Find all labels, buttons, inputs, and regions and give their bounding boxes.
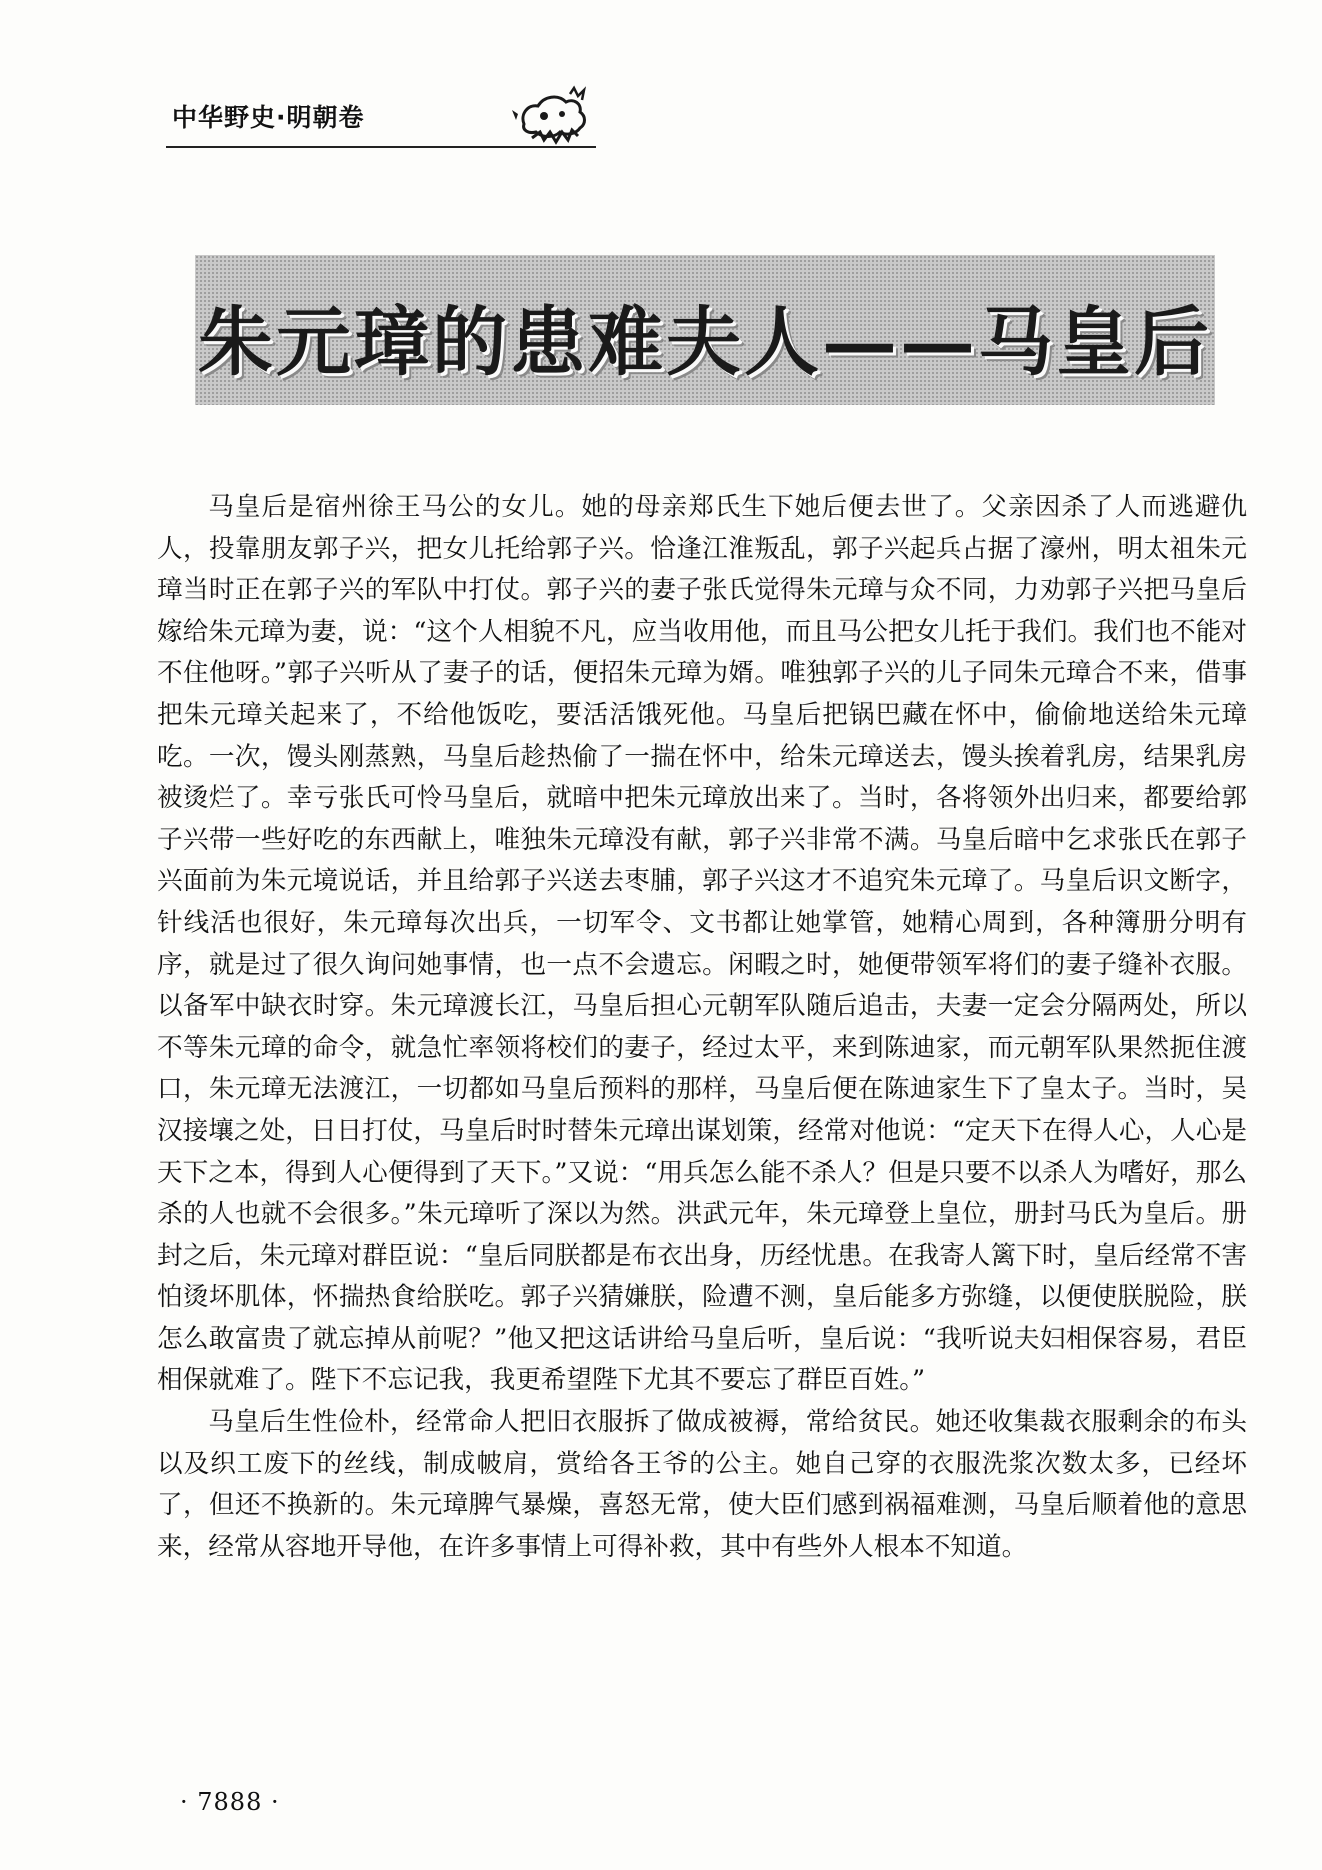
title-banner: [195, 255, 1215, 405]
article-body: [157, 487, 1247, 1568]
article-title: 朱元璋的患难夫人——马皇后: [197, 298, 1212, 386]
dragon-emblem-icon: [510, 84, 594, 148]
running-head: 中华野史·明朝卷: [172, 103, 365, 132]
page-number: · 7888 ·: [180, 1788, 280, 1816]
header-rule: [166, 146, 596, 148]
paragraph-1: 马皇后是宿州徐王马公的女儿。她的母亲郑氏生下她后便去世了。父亲因杀了人而逃避仇人，投靠朋友郭子兴，把女儿托给郭子兴。恰逢江淮叛乱，郭子兴起兵占据了濠州，明太祖朱元璋当时正在郭子兴的军队中打仗。郭子兴的妻子张氏觉得朱元璋与众不同，力劝郭子兴把马皇后嫁给朱元璋为妻，说：“这个人相貌不凡，应当收用他，而且马公把女儿托于我们。我们也不能对不住他呀。”郭子兴听从了妻子的话，便招朱元璋为婿。唯独郭子兴的儿子同朱元璋合不来，借事把朱元璋关起来了，不给他饭吃，要活活饿死他。马皇后把锅巴藏在怀中，偷偷地送给朱元璋吃。一次，馒头刚蒸熟，马皇后趁热偷了一揣在怀中，给朱元璋送去，馒头挨着乳房，结果乳房被烫烂了。幸亏张氏可怜马皇后，就暗中把朱元璋放出来了。当时，各将领外出归来，都要给郭子兴带一些好吃的东西献上，唯独朱元璋没有献，郭子兴非常不满。马皇后暗中乞求张氏在郭子兴面前为朱元境说话，并且给郭子兴送去枣脯，郭子兴这才不追究朱元璋了。马皇后识文断字，针线活也很好，朱元璋每次出兵，一切军令、文书都让她掌管，她精心周到，各种簿册分明有序，就是过了很久询问她事情，也一点不会遗忘。闲暇之时，她便带领军将们的妻子缝补衣服。以备军中缺衣时穿。朱元璋渡长江，马皇后担心元朝军队随后追击，夫妻一定会分隔两处，所以不等朱元璋的命令，就急忙率领将校们的妻子，经过太平，来到陈迪家，而元朝军队果然扼住渡口，朱元璋无法渡江，一切都如马皇后预料的那样，马皇后便在陈迪家生下了皇太子。当时，吴汉接壤之处，日日打仗，马皇后时时替朱元璋出谋划策，经常对他说：“定天下在得人心，人心是天下之本，得到人心便得到了天下。”又说：“用兵怎么能不杀人？但是只要不以杀人为嗜好，那么杀的人也就不会很多。”朱元璋听了深以为然。洪武元年，朱元璋登上皇位，册封马氏为皇后。册封之后，朱元璋对群臣说：“皇后同朕都是布衣出身，历经忧患。在我寄人篱下时，皇后经常不害怕烫坏肌体，怀揣热食给朕吃。郭子兴猜嫌朕，险遭不测，皇后能多方弥缝，以便使朕脱险，朕怎么敢富贵了就忘掉从前呢？”他又把这话讲给马皇后听，皇后说：“我听说夫妇相保容易，君臣相保就难了。陛下不忘记我，我更希望陛下尤其不要忘了群臣百姓。”: [157, 492, 1247, 1396]
paragraph-2: 马皇后生性俭朴，经常命人把旧衣服拆了做成被褥，常给贫民。她还收集裁衣服剩余的布头以及织工废下的丝线，制成帔肩，赏给各王爷的公主。她自己穿的衣服洗浆次数太多，已经坏了，但还不换新的。朱元璋脾气暴燥，喜怒无常，使大臣们感到祸福难测，马皇后顺着他的意思来，经常从容地开导他，在许多事情上可得补救，其中有些外人根本不知道。: [157, 1407, 1247, 1562]
